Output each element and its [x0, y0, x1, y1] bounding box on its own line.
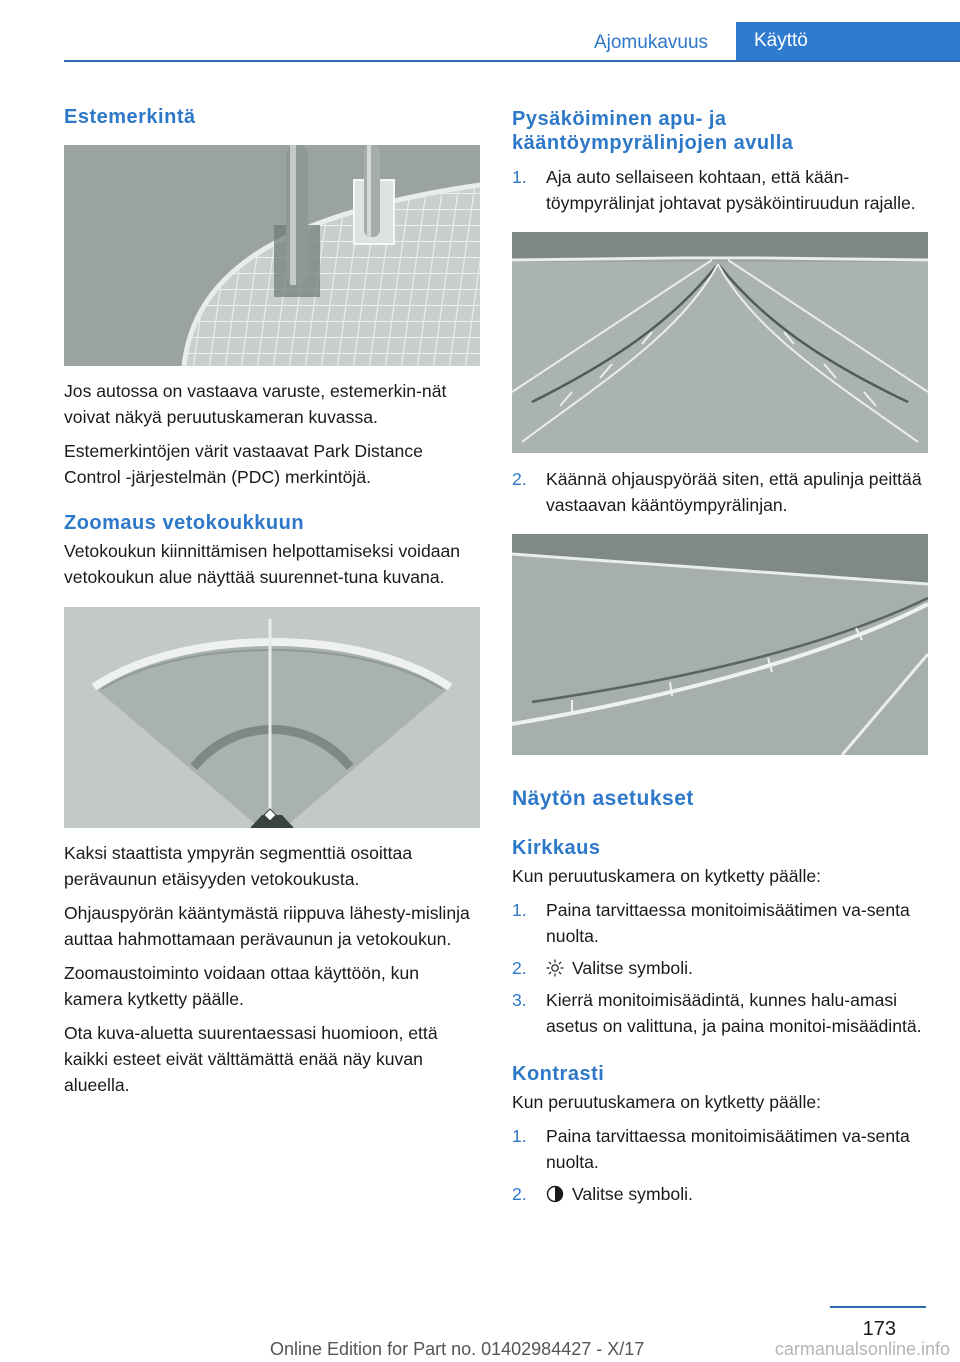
- step-number: 1.: [512, 900, 527, 920]
- heading-display-settings: Näytön asetukset: [512, 787, 694, 810]
- obstacle-marking-image: [64, 145, 480, 366]
- step-number: 1.: [512, 167, 527, 187]
- guide-line-overlay-illustration: [512, 534, 928, 755]
- list-item: [512, 1123, 928, 1175]
- turning-circle-lines-illustration: [512, 232, 928, 453]
- watermark: carmanualsonline.info: [774, 1339, 950, 1359]
- header-rule: [64, 60, 960, 62]
- list-item: [512, 1181, 928, 1207]
- paragraph: Kun peruutuskamera on kytketty päälle:: [512, 1092, 822, 1112]
- page-footer: [0, 1306, 960, 1362]
- step-text: Paina tarvittaessa monitoimisäätimen va-senta nuolta.: [546, 1126, 910, 1172]
- heading-contrast: Kontrasti: [512, 1063, 605, 1085]
- parking-steps-list-cont: [512, 466, 928, 518]
- list-item: [512, 955, 928, 981]
- step-number: 2.: [512, 469, 527, 489]
- step-text: Paina tarvittaessa monitoimisäätimen va-senta nuolta.: [546, 900, 910, 946]
- contrast-icon: [546, 1185, 564, 1203]
- hitch-zoom-image: [64, 607, 480, 828]
- page-number: 173: [862, 1318, 896, 1340]
- step-number: 2.: [512, 958, 527, 978]
- left-column: [64, 100, 480, 1098]
- edition-note: Online Edition for Part no. 01402984427 - X/17: [270, 1339, 645, 1359]
- step-number: 3.: [512, 990, 527, 1010]
- step-number: 2.: [512, 1184, 527, 1204]
- section-tab: Ajomukavuus: [593, 32, 709, 53]
- paragraph: Ohjauspyörän kääntymästä riippuva lähesty-mislinja auttaa hahmottamaan perävaunun ja vetokoukun.: [64, 903, 470, 949]
- turning-circle-lines-image: [512, 232, 928, 453]
- paragraph: Kaksi staattista ympyrän segmenttiä osoittaa perävaunun etäisyyden vetokoukusta.: [64, 843, 413, 889]
- chapter-tab: Käyttö: [736, 22, 960, 60]
- footer-rule: [830, 1306, 926, 1308]
- contrast-steps-list: [512, 1123, 928, 1207]
- list-item: [512, 164, 928, 216]
- paragraph: Ota kuva-aluetta suurentaessasi huomioon, että kaikki esteet eivät välttämättä enää näy kuvan alueella.: [64, 1023, 438, 1095]
- list-item: [512, 897, 928, 949]
- list-item: [512, 466, 928, 518]
- page-header: [64, 22, 960, 62]
- paragraph: Estemerkintöjen värit vastaavat Park Distance Control -järjestelmän (PDC) merkintöjä.: [64, 441, 423, 487]
- step-text: Valitse symboli.: [572, 958, 693, 978]
- guide-line-overlay-image: [512, 534, 928, 755]
- paragraph: Jos autossa on vastaava varuste, estemerkin-nät voivat näkyä peruutuskameran kuvassa.: [64, 381, 447, 427]
- list-item: [512, 987, 928, 1039]
- step-text: Aja auto sellaiseen kohtaan, että kään-töympyrälinjat johtavat pysäköintiruudun rajalle.: [546, 167, 916, 213]
- paragraph: Zoomaustoiminto voidaan ottaa käyttöön, kun kamera kytketty päälle.: [64, 963, 420, 1009]
- brightness-icon: [546, 959, 564, 977]
- step-text: Kierrä monitoimisäädintä, kunnes halu-amasi asetus on valittuna, ja paina monitoi-misäädintä.: [546, 990, 922, 1036]
- heading-parking-lines: Pysäköiminen apu- ja kääntöympyrälinjojen avulla: [512, 108, 794, 154]
- paragraph: Vetokoukun kiinnittämisen helpottamiseksi voidaan vetokoukun alue näyttää suurennet-tuna kuvana.: [64, 541, 461, 587]
- step-text: Käännä ohjauspyörää siten, että apulinja peittää vastaavan kääntöympyrälinjan.: [546, 469, 922, 515]
- obstacle-marking-illustration: [64, 145, 480, 366]
- paragraph: Kun peruutuskamera on kytketty päälle:: [512, 866, 822, 886]
- right-column: [512, 100, 928, 1207]
- heading-brightness: Kirkkaus: [512, 837, 601, 859]
- parking-steps-list: [512, 164, 928, 216]
- step-number: 1.: [512, 1126, 527, 1146]
- step-text: Valitse symboli.: [572, 1184, 693, 1204]
- hitch-zoom-illustration: [64, 607, 480, 828]
- heading-obstacle-marking: Estemerkintä: [64, 106, 196, 128]
- brightness-steps-list: [512, 897, 928, 1039]
- heading-hitch-zoom: Zoomaus vetokoukkuun: [64, 512, 305, 534]
